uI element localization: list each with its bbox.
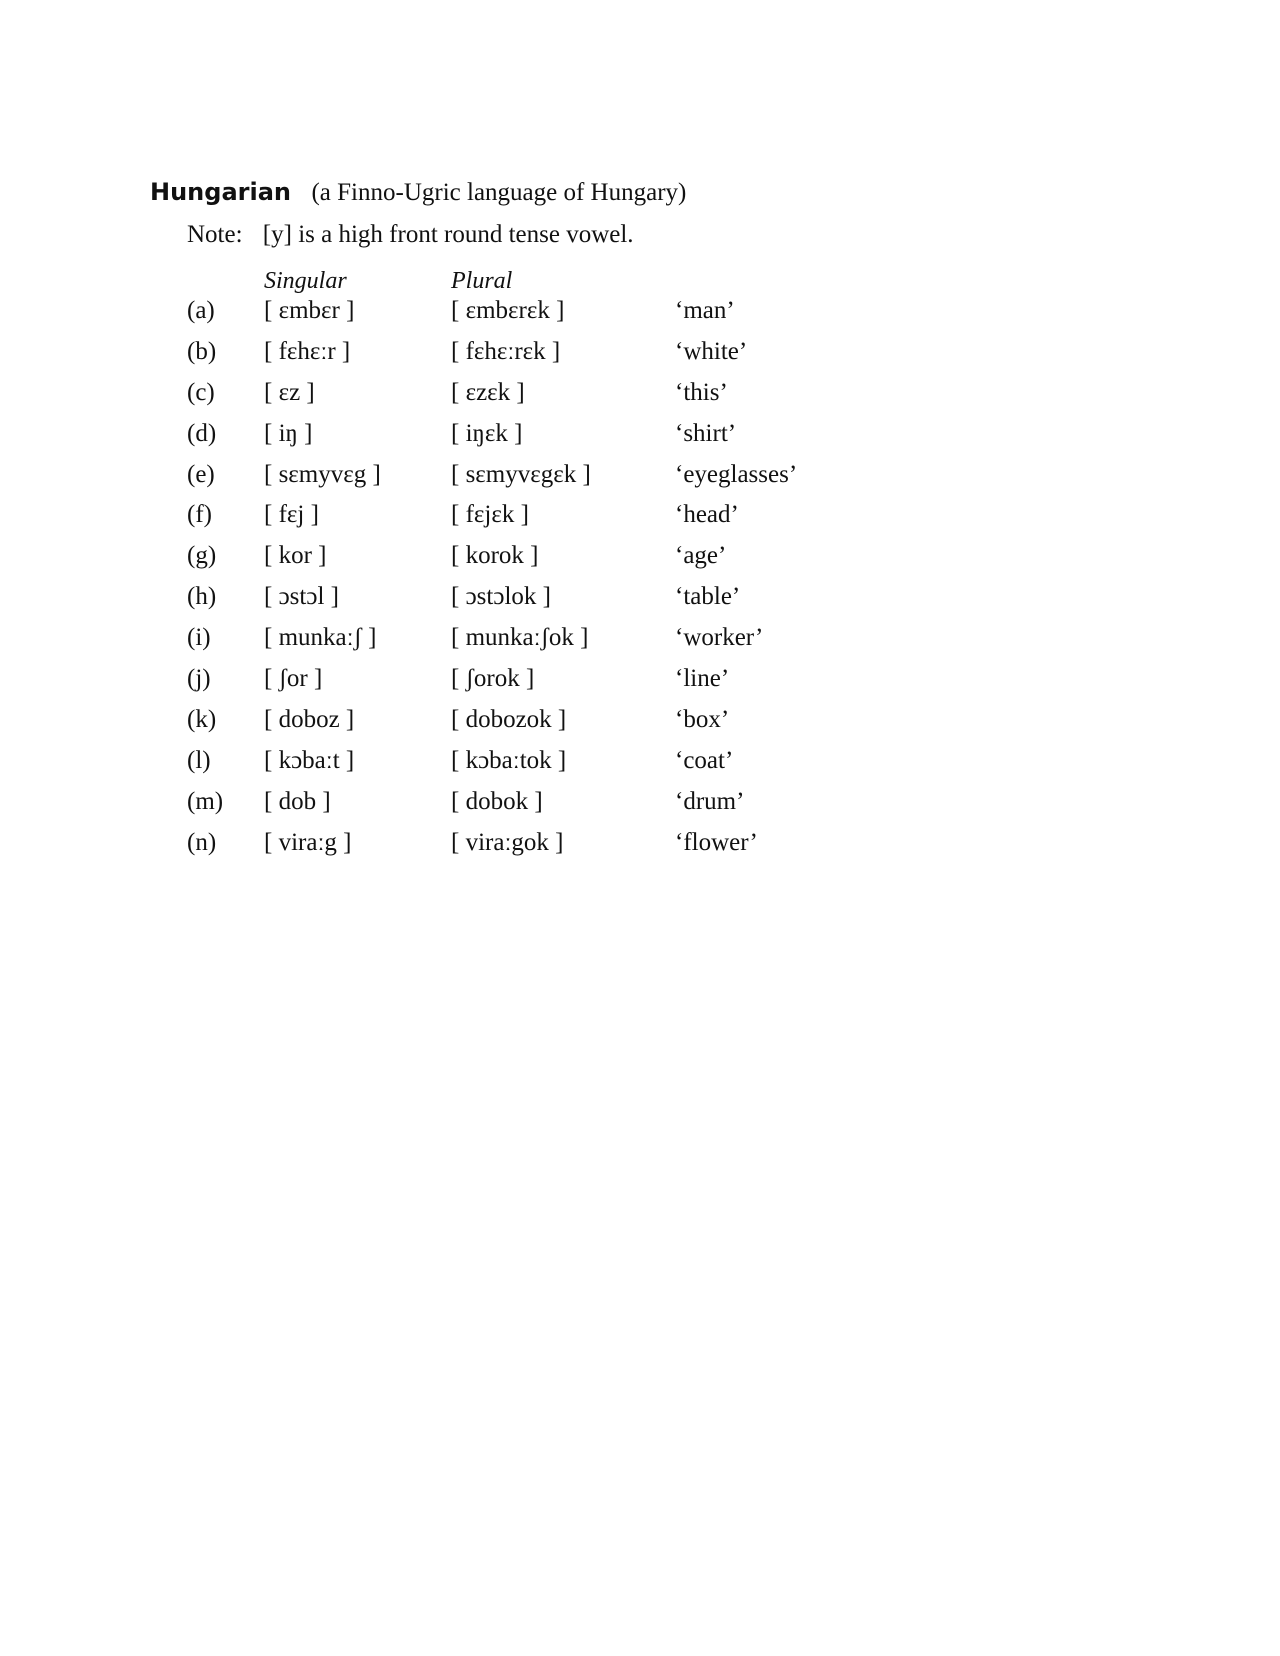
table-row: [0, 663, 1280, 704]
language-description: (a Finno-Ugric language of Hungary): [311, 179, 687, 206]
table-row: [0, 704, 1280, 745]
table-row: [0, 418, 1280, 459]
plural-form: [ ʃorok ]: [451, 665, 535, 693]
column-header-singular: Singular: [264, 268, 347, 294]
singular-form: [ fɛj ]: [264, 501, 319, 529]
singular-form: [ munkaːʃ ]: [264, 624, 377, 652]
data-table: [0, 295, 1280, 867]
row-label: (h): [187, 583, 217, 611]
row-label: (e): [187, 460, 215, 488]
plural-form: [ ɛzɛk ]: [451, 378, 525, 406]
row-label: (j): [187, 665, 211, 693]
row-label: (i): [187, 624, 211, 652]
row-label: (b): [187, 337, 217, 365]
gloss: ‘drum’: [675, 787, 745, 815]
gloss: ‘this’: [675, 378, 728, 406]
gloss: ‘worker’: [675, 624, 764, 652]
table-row: [0, 377, 1280, 418]
plural-form: [ fɛhɛːrɛk ]: [451, 337, 561, 365]
singular-form: [ dob ]: [264, 787, 331, 815]
singular-form: [ fɛhɛːr ]: [264, 337, 351, 365]
row-label: (c): [187, 378, 215, 406]
row-label: (l): [187, 746, 211, 774]
problem-heading: [150, 175, 686, 210]
table-row: [0, 827, 1280, 868]
singular-form: [ kɔbaːt ]: [264, 746, 355, 774]
singular-form: [ kor ]: [264, 542, 327, 570]
singular-form: [ viraːg ]: [264, 828, 352, 856]
gloss: ‘eyeglasses’: [675, 460, 798, 488]
language-name: Hungarian: [150, 178, 291, 206]
table-row: [0, 295, 1280, 336]
gloss: ‘man’: [675, 297, 735, 324]
table-row: [0, 581, 1280, 622]
singular-form: [ ɛmbɛr ]: [264, 297, 355, 324]
gloss: ‘table’: [675, 583, 741, 611]
row-label: (g): [187, 542, 217, 570]
plural-form: [ viraːgok ]: [451, 828, 564, 856]
table-row: [0, 459, 1280, 500]
table-row: [0, 622, 1280, 663]
gloss: ‘box’: [675, 705, 730, 733]
note-label: Note:: [187, 221, 243, 248]
row-label: (f): [187, 501, 212, 529]
row-label: (m): [187, 787, 224, 815]
singular-form: [ ɛz ]: [264, 378, 315, 406]
singular-form: [ sɛmyvɛg ]: [264, 460, 381, 488]
singular-form: [ ʃor ]: [264, 665, 323, 693]
gloss: ‘shirt’: [675, 419, 737, 447]
plural-form: [ fɛjɛk ]: [451, 501, 529, 529]
table-row: [0, 499, 1280, 540]
gloss: ‘head’: [675, 501, 739, 529]
singular-form: [ doboz ]: [264, 705, 355, 733]
note: [187, 219, 634, 251]
singular-form: [ ɔstɔl ]: [264, 583, 339, 611]
plural-form: [ korok ]: [451, 542, 539, 570]
plural-form: [ dobok ]: [451, 787, 543, 815]
table-row: [0, 745, 1280, 786]
singular-form: [ iŋ ]: [264, 419, 313, 447]
plural-form: [ sɛmyvɛgɛk ]: [451, 460, 591, 488]
column-header-plural: Plural: [451, 268, 513, 294]
plural-form: [ ɔstɔlok ]: [451, 583, 551, 611]
gloss: ‘white’: [675, 337, 748, 365]
row-label: (a): [187, 297, 215, 324]
table-row: [0, 336, 1280, 377]
gloss: ‘line’: [675, 665, 730, 693]
gloss: ‘age’: [675, 542, 727, 570]
row-label: (n): [187, 828, 217, 856]
plural-form: [ ɛmbɛrɛk ]: [451, 297, 565, 324]
gloss: ‘flower’: [675, 828, 758, 856]
table-row: [0, 540, 1280, 581]
plural-form: [ dobozok ]: [451, 705, 567, 733]
plural-form: [ kɔbaːtok ]: [451, 746, 567, 774]
note-text: [y] is a high front round tense vowel.: [262, 221, 634, 248]
row-label: (k): [187, 705, 217, 733]
plural-form: [ iŋɛk ]: [451, 419, 523, 447]
gloss: ‘coat’: [675, 746, 734, 774]
table-row: [0, 786, 1280, 827]
plural-form: [ munkaːʃok ]: [451, 624, 589, 652]
row-label: (d): [187, 419, 217, 447]
